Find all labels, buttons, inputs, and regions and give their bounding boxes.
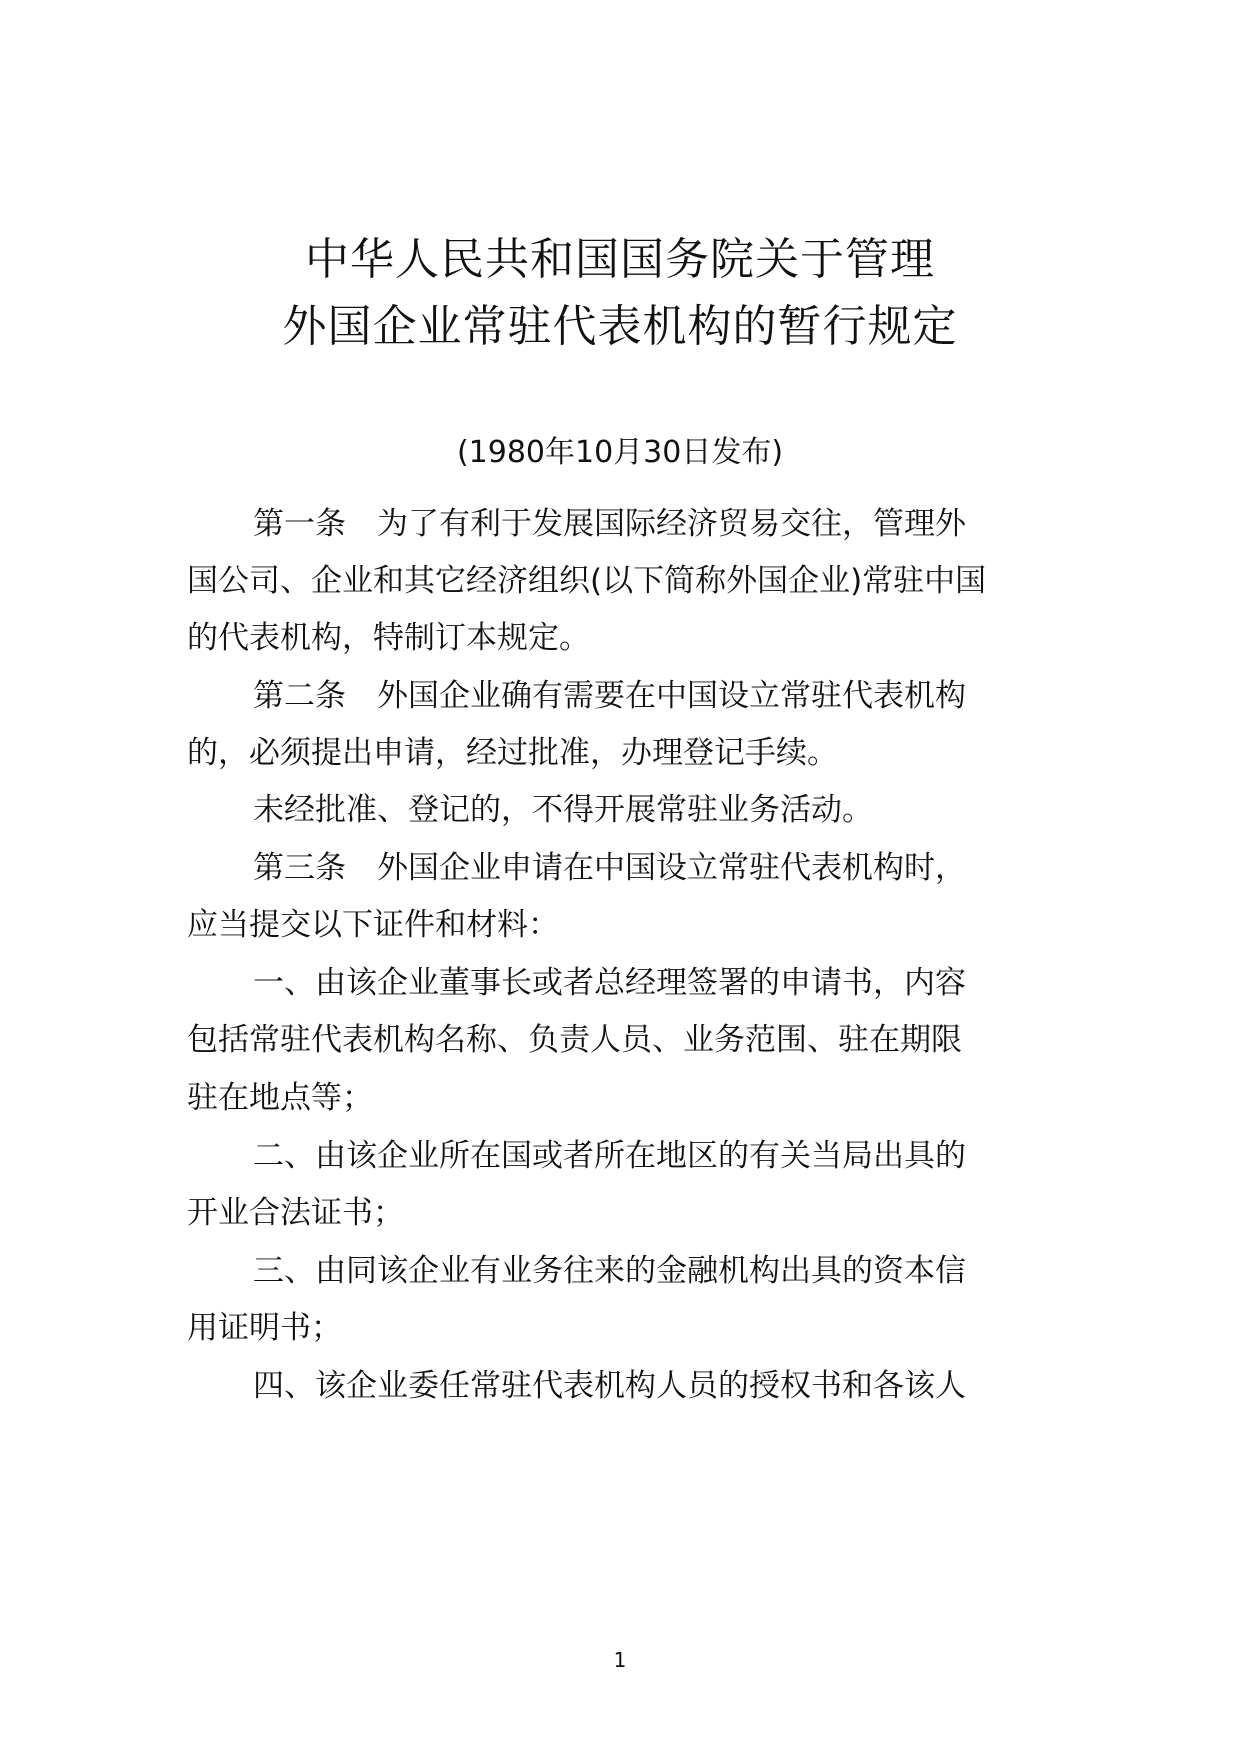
publication-date: (1980年10月30日发布) [456, 435, 784, 470]
page-number: 1 [613, 1648, 627, 1672]
item-3-line-2: 用证明书； [187, 1310, 342, 1346]
article-2-paragraph-2: 未经批准、登记的，不得开展常驻业务活动。 [253, 792, 873, 828]
article-3-line-2: 应当提交以下证件和材料： [187, 907, 559, 943]
item-1-line-2: 包括常驻代表机构名称、负责人员、业务范围、驻在期限 [187, 1022, 962, 1058]
article-1-line-2: 国公司、企业和其它经济组织(以下简称外国企业)常驻中国 [187, 563, 987, 599]
document-title-line-2: 外国企业常驻代表机构的暂行规定 [282, 301, 958, 352]
item-2-line-1: 二、由该企业所在国或者所在地区的有关当局出具的 [253, 1138, 966, 1174]
article-1-line-3: 的代表机构，特制订本规定。 [187, 620, 590, 656]
article-2-line-2: 的，必须提出申请，经过批准，办理登记手续。 [187, 735, 838, 771]
item-1-line-3: 驻在地点等； [187, 1080, 373, 1116]
article-3-line-1: 第三条 外国企业申请在中国设立常驻代表机构时， [253, 850, 966, 886]
item-3-line-1: 三、由同该企业有业务往来的金融机构出具的资本信 [253, 1253, 966, 1289]
document-title-line-1: 中华人民共和国国务院关于管理 [305, 234, 935, 285]
item-4-line-1: 四、该企业委任常驻代表机构人员的授权书和各该人 [253, 1368, 966, 1404]
item-1-line-1: 一、由该企业董事长或者总经理签署的申请书，内容 [253, 965, 966, 1001]
item-2-line-2: 开业合法证书； [187, 1195, 404, 1231]
article-1-line-1: 第一条 为了有利于发展国际经济贸易交往，管理外 [253, 506, 966, 542]
article-2-line-1: 第二条 外国企业确有需要在中国设立常驻代表机构 [253, 678, 966, 714]
